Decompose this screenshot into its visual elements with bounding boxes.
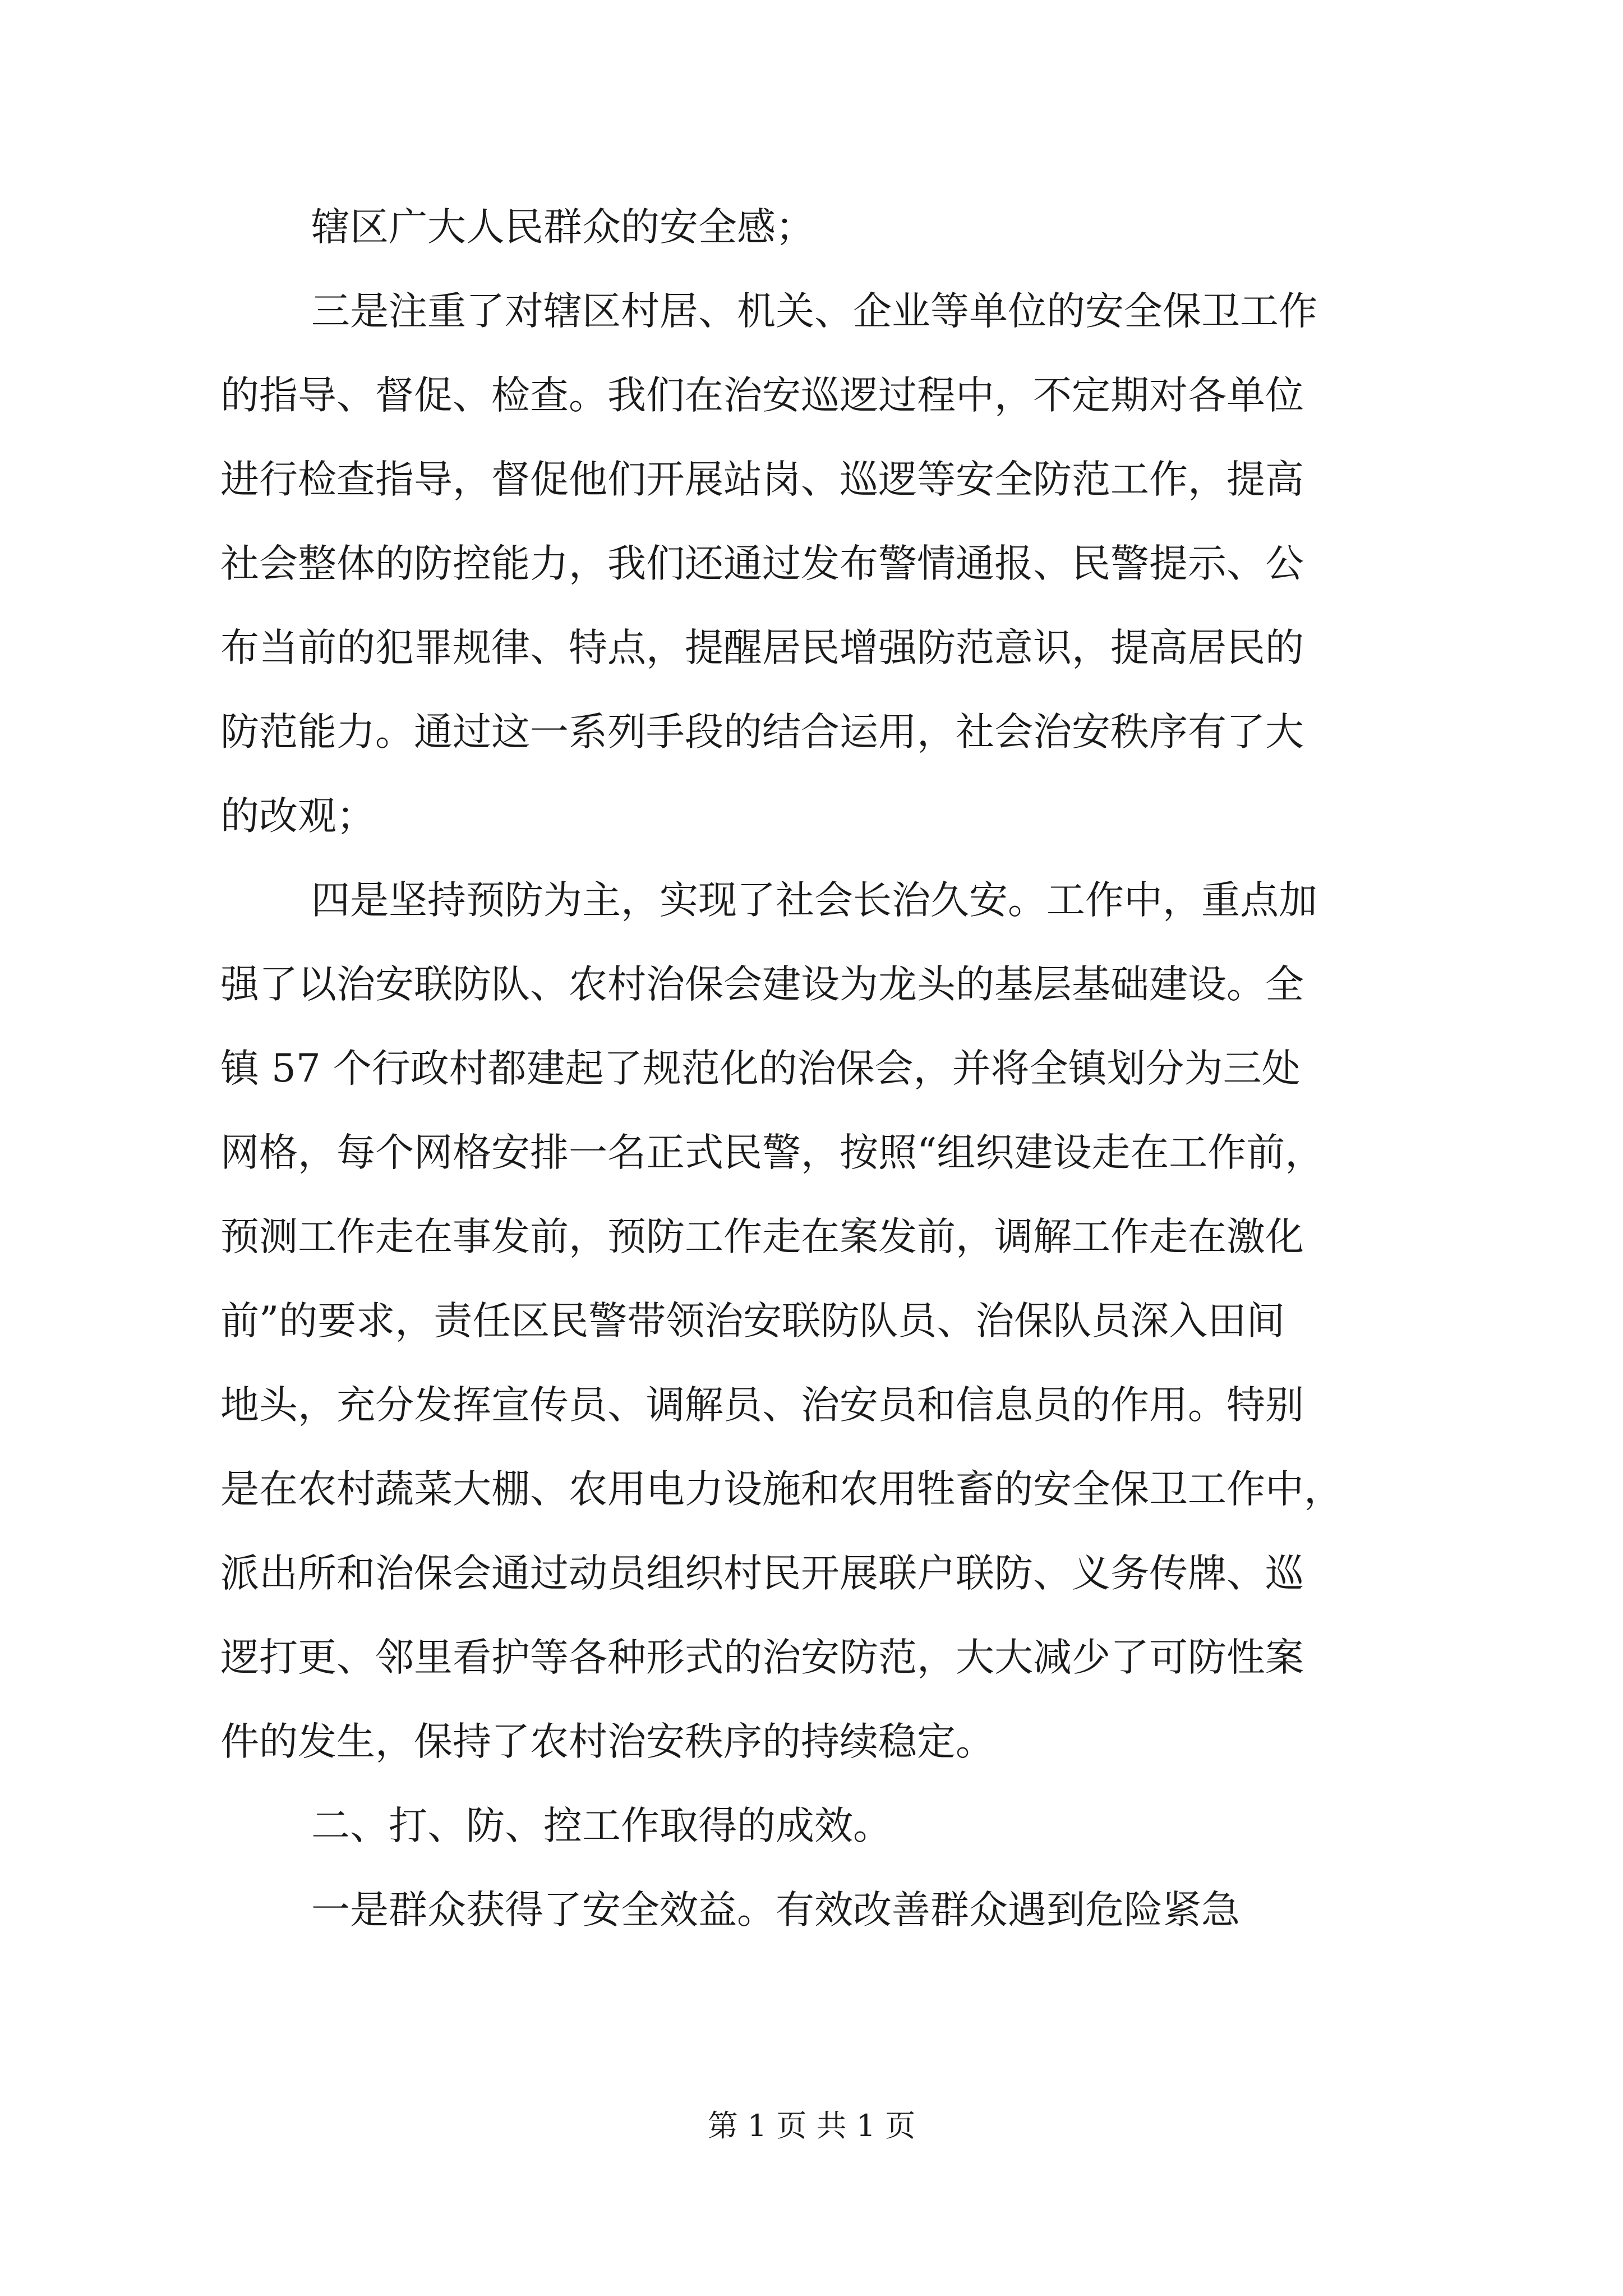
text-line: 四是坚持预防为主，实现了社会长治久安。工作中，重点加 <box>311 878 1317 923</box>
text-line: 地头，充分发挥宣传员、调解员、治安员和信息员的作用。特别 <box>220 1383 1304 1428</box>
text-line: 派出所和治保会通过动员组织村民开展联户联防、义务传牌、巡 <box>220 1551 1304 1596</box>
text-line: 是在农村蔬菜大棚、农用电力设施和农用牲畜的安全保卫工作中， <box>220 1467 1343 1512</box>
text-line: 镇 57 个行政村都建起了规范化的治保会，并将全镇划分为三处 <box>220 1046 1301 1091</box>
text-line: 网格，每个网格安排一名正式民警，按照“组织建设走在工作前， <box>220 1130 1324 1175</box>
text-line: 布当前的犯罪规律、特点，提醒居民增强防范意识，提高居民的 <box>220 625 1304 670</box>
text-line: 防范能力。通过这一系列手段的结合运用，社会治安秩序有了大 <box>220 710 1304 754</box>
text-line: 三是注重了对辖区村居、机关、企业等单位的安全保卫工作 <box>311 289 1317 334</box>
text-line: 社会整体的防控能力，我们还通过发布警情通报、民警提示、公 <box>220 541 1304 586</box>
text-line: 逻打更、邻里看护等各种形式的治安防范，大大减少了可防性案 <box>220 1635 1304 1680</box>
section-heading: 二、打、防、控工作取得的成效。 <box>311 1803 892 1848</box>
text-line: 前”的要求，责任区民警带领治安联防队员、治保队员深入田间 <box>220 1299 1285 1343</box>
text-line: 强了以治安联防队、农村治保会建设为龙头的基层基础建设。全 <box>220 962 1304 1007</box>
text-line: 件的发生，保持了农村治安秩序的持续稳定。 <box>220 1719 994 1764</box>
text-line: 一是群众获得了安全效益。有效改善群众遇到危险紧急 <box>311 1888 1240 1932</box>
text-line: 的改观； <box>220 794 375 839</box>
text-line: 进行检查指导，督促他们开展站岗、巡逻等安全防范工作，提高 <box>220 457 1304 502</box>
text-line: 预测工作走在事发前，预防工作走在案发前，调解工作走在激化 <box>220 1214 1304 1259</box>
text-line: 辖区广大人民群众的安全感； <box>311 205 814 250</box>
page-footer: 第 1 页 共 1 页 <box>707 2108 916 2143</box>
text-line: 的指导、督促、检查。我们在治安巡逻过程中，不定期对各单位 <box>220 373 1304 418</box>
